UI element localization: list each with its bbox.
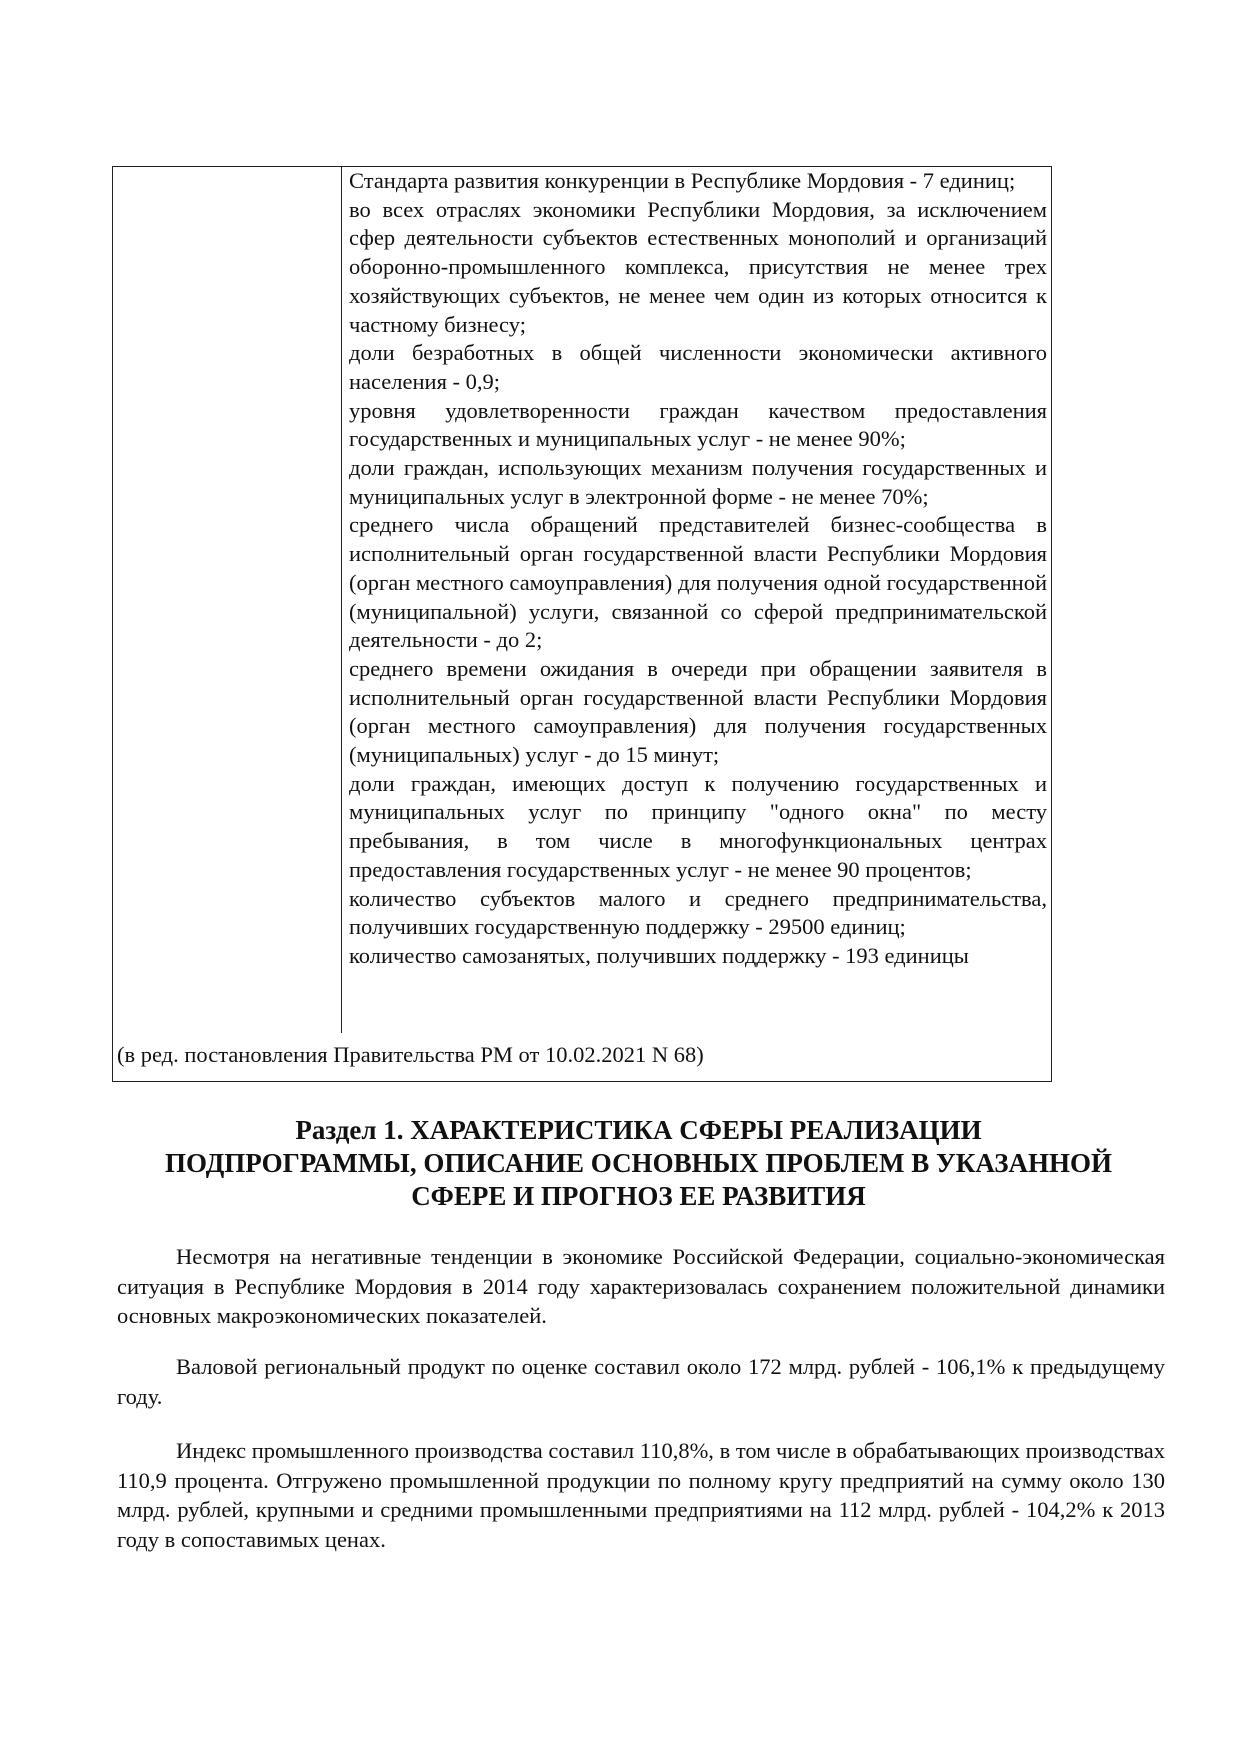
- indicator-item: уровня удовлетворенности граждан качеством предоставления государственных и муниципальных услуг - не менее 90%;: [349, 397, 1047, 452]
- indicator-item: доли граждан, имеющих доступ к получению государственных и муниципальных услуг по принципу "одного окна" по месту пребывания, в том числе в многофункциональных центрах предоставления государственных услуг - не менее 90 процентов;: [349, 770, 1047, 882]
- section-title-line: ПОДПРОГРАММЫ, ОПИСАНИЕ ОСНОВНЫХ ПРОБЛЕМ В УКАЗАННОЙ: [165, 1148, 1112, 1178]
- indicator-item: среднего времени ожидания в очереди при обращении заявителя в исполнительный орган государственной власти Республики Мордовия (орган местного самоуправления) для получения государственных (муниципальных) услуг - до 15 минут;: [349, 655, 1047, 768]
- indicator-item: количество субъектов малого и среднего предпринимательства, получивших государственную поддержку - 29500 единиц;: [349, 885, 1047, 940]
- indicators-table: [112, 166, 1052, 1082]
- indicator-item: доли граждан, использующих механизм получения государственных и муниципальных услуг в электронной форме - не менее 70%;: [349, 455, 1047, 509]
- amendment-note: (в ред. постановления Правительства РМ от 10.02.2021 N 68): [117, 1042, 704, 1067]
- indicator-item: среднего числа обращений представителей бизнес-сообщества в исполнительный орган государственной власти Республики Мордовия (орган местного самоуправления) для получения одной государственной (муниципальной) услуги, связанной со сферой предпринимательской деятельности - до 2;: [349, 512, 1047, 653]
- indicator-item: доли безработных в общей численности экономически активного населения - 0,9;: [349, 340, 1047, 394]
- section-title-line: СФЕРЕ И ПРОГНОЗ ЕЕ РАЗВИТИЯ: [411, 1181, 866, 1211]
- section-title-line: Раздел 1. ХАРАКТЕРИСТИКА СФЕРЫ РЕАЛИЗАЦИИ: [295, 1115, 982, 1145]
- indicator-item: Стандарта развития конкуренции в Республике Мордовия - 7 единиц;: [349, 168, 1016, 193]
- column-divider: [341, 167, 342, 1033]
- indicator-item: во всех отраслях экономики Республики Мордовия, за исключением сфер деятельности субъектов естественных монополий и организаций оборонно-промышленного комплекса, присутствия не менее трех хозяйствующих субъектов, не менее чем один из которых относится к частному бизнесу;: [349, 196, 1047, 337]
- section-title: [112, 1114, 1165, 1213]
- indicator-item: количество самозанятых, получивших поддержку - 193 единицы: [349, 942, 969, 968]
- paragraph: Несмотря на негативные тенденции в экономике Российской Федерации, социально-экономическая ситуация в Республике Мордовия в 2014 году характеризовалась сохранением положительной динамики основных макроэкономических показателей.: [117, 1244, 1165, 1329]
- indicators-cell: [349, 167, 1047, 971]
- paragraph: Валовой региональный продукт по оценке составил около 172 млрд. рублей - 106,1% к предыдущему году.: [117, 1354, 1165, 1409]
- paragraph: Индекс промышленного производства составил 110,8%, в том числе в обрабатывающих производствах 110,9 процента. Отгружено промышленной продукции по полному кругу предприятий на сумму около 130 млрд. рублей, крупными и средними промышленными предприятиями на 112 млрд. рублей - 104,2% к 2013 году в сопоставимых ценах.: [117, 1438, 1165, 1552]
